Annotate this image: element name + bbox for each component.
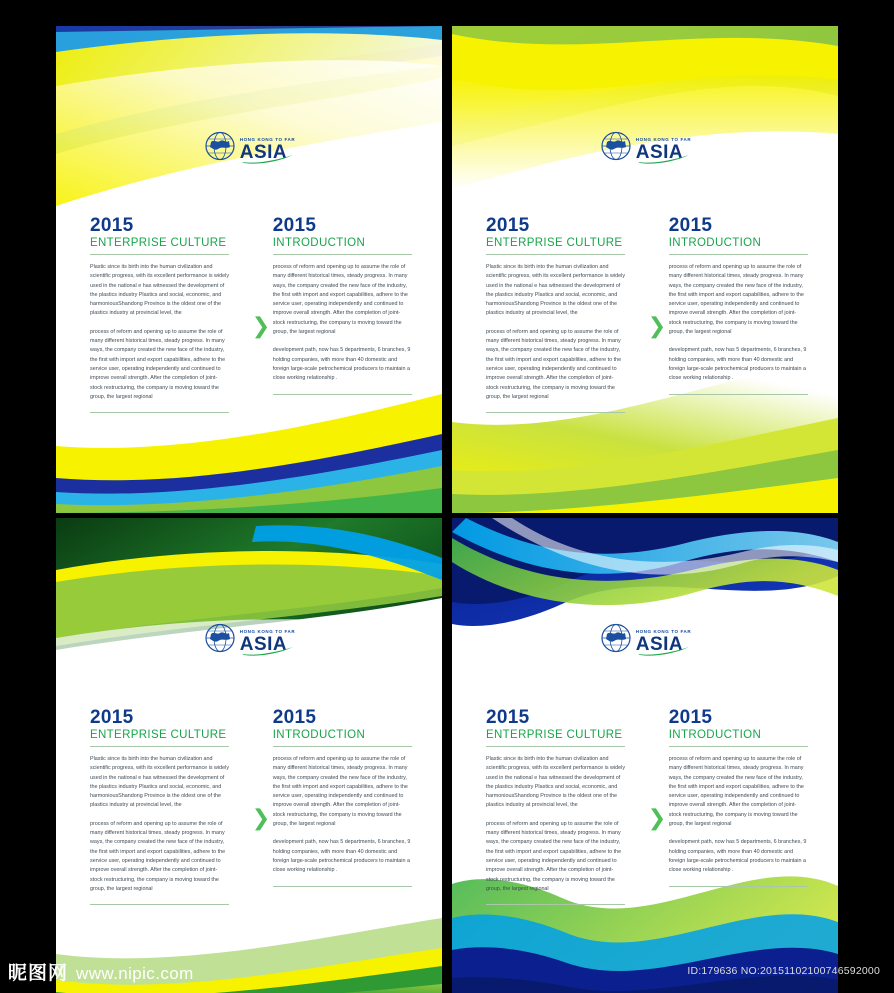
section-subtitle: INTRODUCTION	[668, 728, 762, 741]
logo-tagline: HONG KONG TO FAR	[239, 629, 296, 635]
section-subtitle: INTRODUCTION	[272, 728, 366, 741]
year-label: 2015	[272, 707, 317, 728]
section-subtitle: ENTERPRISE CULTURE	[486, 236, 623, 249]
poster-columns	[486, 216, 808, 413]
year-label: 2015	[486, 707, 530, 728]
column-introduction	[669, 708, 808, 905]
globe-icon	[203, 131, 237, 161]
divider	[273, 886, 412, 887]
logo	[452, 131, 838, 161]
logo	[56, 623, 442, 653]
divider	[273, 746, 412, 747]
divider	[486, 904, 625, 905]
chevron-right-icon	[645, 216, 669, 413]
swoosh-icon	[638, 647, 690, 656]
chevron-right-glyph: ❯	[251, 314, 271, 339]
chevron-right-glyph: ❯	[251, 806, 271, 831]
section-subtitle: INTRODUCTION	[668, 236, 762, 249]
divider	[90, 746, 229, 747]
poster-columns	[486, 708, 808, 905]
logo-name: ASIA	[239, 141, 288, 163]
site-branding[interactable]	[8, 958, 194, 985]
paragraph: process of reform and opening up to assume the role of many different historical times, steady progress. In many ways, the company created the new face of the industry, the first with import and export capabilities, adhere to the service user, operating independently and continued to improve overall strength. After the completion of joint-stock restructuring, the company is moving toward the group, the largest regional	[486, 820, 622, 892]
globe-icon-svg	[203, 623, 237, 653]
globe-icon	[203, 623, 237, 653]
divider	[273, 394, 412, 395]
globe-icon-svg	[599, 623, 633, 653]
globe-icon-svg	[599, 131, 633, 161]
year-label: 2015	[668, 707, 713, 728]
poster-bottom-right	[452, 518, 838, 993]
paragraph: development path, now has 5 departments, 6 branches, 9 holding companies, with more than 40 domestic and foreign large-scale petrochemical producers to maintain a close working relationship .	[668, 347, 807, 382]
poster-columns	[90, 216, 412, 413]
column-enterprise-culture	[486, 216, 625, 413]
logo	[452, 623, 838, 653]
chevron-right-icon	[249, 708, 273, 905]
column-enterprise-culture	[90, 708, 229, 905]
paragraph: development path, now has 5 departments, 6 branches, 9 holding companies, with more than 40 domestic and foreign large-scale petrochemical producers to maintain a close working relationship .	[272, 839, 411, 874]
logo-name: ASIA	[239, 633, 288, 655]
paragraph: Plastic since its birth into the human civilization and scientific progress, with its excellent performance is widely used in the national e has witnessed the development of the plastics industry Plastics and social, economic, and harmoniousShandong Province is the oldest one of the plastics industry at provincial level, the	[90, 755, 230, 809]
column-introduction	[669, 216, 808, 413]
paragraph: Plastic since its birth into the human civilization and scientific progress, with its excellent performance is widely used in the national e has witnessed the development of the plastics industry Plastics and social, economic, and harmoniousShandong Province is the oldest one of the plastics industry at provincial level, the	[486, 263, 626, 317]
chevron-right-glyph: ❯	[647, 806, 667, 831]
divider	[90, 412, 229, 413]
paragraph: process of reform and opening up to assume the role of many different historical times, steady progress. In many ways, the company created the new face of the industry, the first with import and export capabilities, adhere to the service user, operating independently and continued to improve overall strength. After the completion of joint-stock restructuring, the company is moving toward the group, the largest regional	[668, 755, 804, 828]
footer-bar	[0, 949, 894, 993]
divider	[486, 746, 625, 747]
globe-icon-svg	[203, 131, 237, 161]
chevron-right-glyph: ❯	[647, 314, 667, 339]
divider	[486, 254, 625, 255]
poster-top-right	[452, 26, 838, 513]
section-subtitle: ENTERPRISE CULTURE	[90, 236, 227, 249]
globe-icon	[599, 131, 633, 161]
year-label: 2015	[272, 215, 317, 236]
divider	[669, 394, 808, 395]
paragraph: development path, now has 5 departments, 6 branches, 9 holding companies, with more than 40 domestic and foreign large-scale petrochemical producers to maintain a close working relationship .	[272, 347, 411, 382]
swoosh-icon	[638, 155, 690, 164]
paragraph: process of reform and opening up to assume the role of many different historical times, steady progress. In many ways, the company created the new face of the industry, the first with import and export capabilities, adhere to the service user, operating independently and continued to improve overall strength. After the completion of joint-stock restructuring, the company is moving toward the group, the largest regional	[668, 263, 804, 336]
paragraph: process of reform and opening up to assume the role of many different historical times, steady progress. In many ways, the company created the new face of the industry, the first with import and export capabilities, adhere to the service user, operating independently and continued to improve overall strength. After the completion of joint-stock restructuring, the company is moving toward the group, the largest regional	[272, 263, 408, 336]
chevron-right-icon	[249, 216, 273, 413]
paragraph: process of reform and opening up to assume the role of many different historical times, steady progress. In many ways, the company created the new face of the industry, the first with import and export capabilities, adhere to the service user, operating independently and continued to improve overall strength. After the completion of joint-stock restructuring, the company is moving toward the group, the largest regional	[486, 328, 622, 400]
brand-url[interactable]: www.nipic.com	[76, 963, 194, 983]
divider	[486, 412, 625, 413]
poster-top-left	[56, 26, 442, 513]
divider	[90, 904, 229, 905]
swoosh-icon	[242, 647, 294, 656]
section-subtitle: INTRODUCTION	[272, 236, 366, 249]
divider	[90, 254, 229, 255]
section-subtitle: ENTERPRISE CULTURE	[90, 728, 227, 741]
year-label: 2015	[90, 215, 134, 236]
section-subtitle: ENTERPRISE CULTURE	[486, 728, 623, 741]
paragraph: development path, now has 5 departments, 6 branches, 9 holding companies, with more than 40 domestic and foreign large-scale petrochemical producers to maintain a close working relationship .	[668, 839, 807, 874]
logo-name: ASIA	[635, 633, 684, 655]
paragraph: process of reform and opening up to assume the role of many different historical times, steady progress. In many ways, the company created the new face of the industry, the first with import and export capabilities, adhere to the service user, operating independently and continued to improve overall strength. After the completion of joint-stock restructuring, the company is moving toward the group, the largest regional	[90, 820, 226, 892]
chevron-right-icon	[645, 708, 669, 905]
asset-id-label: ID:179636 NO:20151102100746592000	[687, 965, 880, 977]
divider	[669, 254, 808, 255]
swoosh-icon	[242, 155, 294, 164]
logo-tagline: HONG KONG TO FAR	[635, 629, 692, 635]
year-label: 2015	[90, 707, 134, 728]
brand-name-cn: 昵图网	[8, 961, 69, 984]
logo	[56, 131, 442, 161]
paragraph: process of reform and opening up to assume the role of many different historical times, steady progress. In many ways, the company created the new face of the industry, the first with import and export capabilities, adhere to the service user, operating independently and continued to improve overall strength. After the completion of joint-stock restructuring, the company is moving toward the group, the largest regional	[272, 755, 408, 828]
divider	[669, 746, 808, 747]
logo-tagline: HONG KONG TO FAR	[239, 137, 296, 143]
paragraph: Plastic since its birth into the human civilization and scientific progress, with its excellent performance is widely used in the national e has witnessed the development of the plastics industry Plastics and social, economic, and harmoniousShandong Province is the oldest one of the plastics industry at provincial level, the	[90, 263, 230, 317]
logo-name: ASIA	[635, 141, 684, 163]
paragraph: process of reform and opening up to assume the role of many different historical times, steady progress. In many ways, the company created the new face of the industry, the first with import and export capabilities, adhere to the service user, operating independently and continued to improve overall strength. After the completion of joint-stock restructuring, the company is moving toward the group, the largest regional	[90, 328, 226, 400]
divider	[273, 254, 412, 255]
poster-bottom-left	[56, 518, 442, 993]
poster-columns	[90, 708, 412, 905]
globe-icon	[599, 623, 633, 653]
column-introduction	[273, 216, 412, 413]
column-introduction	[273, 708, 412, 905]
paragraph: Plastic since its birth into the human civilization and scientific progress, with its excellent performance is widely used in the national e has witnessed the development of the plastics industry Plastics and social, economic, and harmoniousShandong Province is the oldest one of the plastics industry at provincial level, the	[486, 755, 626, 809]
year-label: 2015	[668, 215, 713, 236]
year-label: 2015	[486, 215, 530, 236]
divider	[669, 886, 808, 887]
column-enterprise-culture	[90, 216, 229, 413]
column-enterprise-culture	[486, 708, 625, 905]
logo-tagline: HONG KONG TO FAR	[635, 137, 692, 143]
